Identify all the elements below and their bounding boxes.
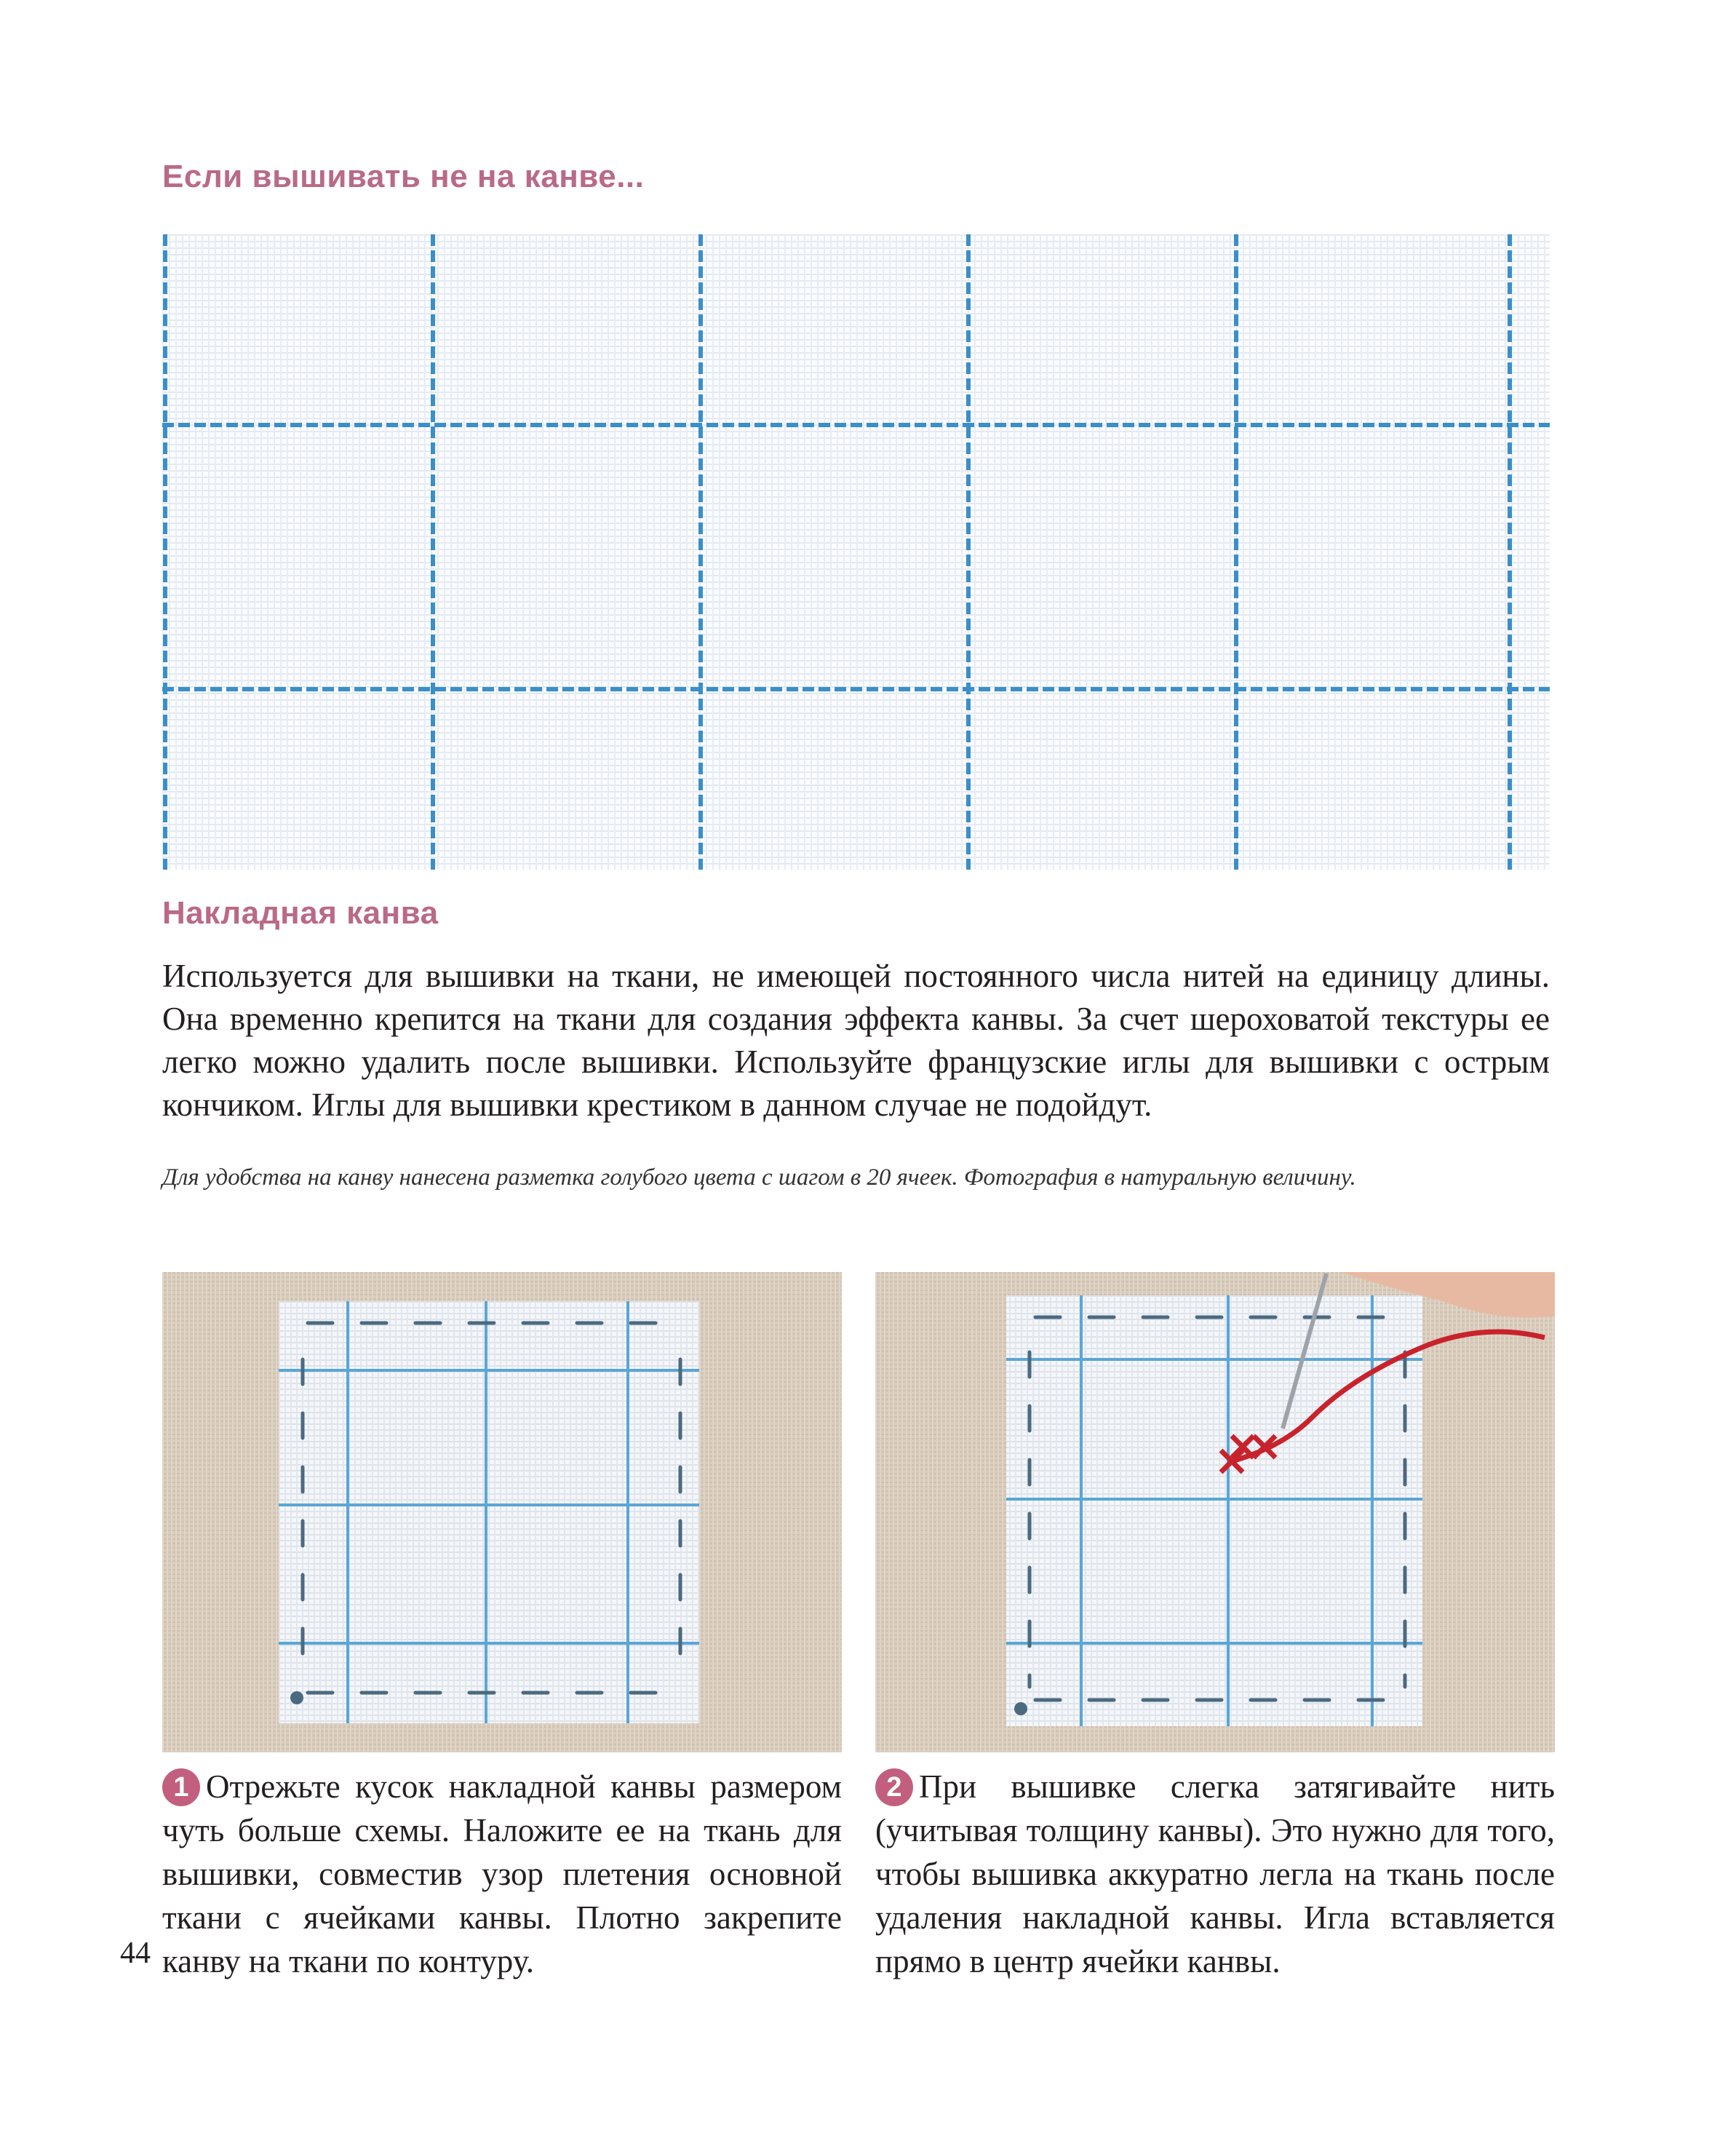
waste-canvas-photo: [162, 234, 1550, 870]
step-2-number-badge: 2: [875, 1768, 913, 1806]
step-1-description: Отрежьте кусок накладной канвы размером чуть больше схемы. Наложите ее на ткань для вышивки, совместив узор плетения основной ткани с ячейками канвы. Плотно закрепите канву на ткани по контуру.: [162, 1768, 842, 1979]
step-1-photo: [162, 1272, 842, 1752]
subsection-heading: Накладная канва: [162, 895, 439, 931]
step-1-illustration: [162, 1272, 842, 1752]
step-2-description: При вышивке слегка затягивайте нить (учитывая толщину канвы). Это нужно для того, чтобы вышивка аккуратно легла на ткань после удаления накладной канвы. Игла вставляется прямо в центр ячейки канвы.: [875, 1768, 1555, 1979]
step-1-text: [162, 1765, 842, 1983]
step-2-photo: [875, 1272, 1555, 1752]
step-1-number-badge: 1: [162, 1768, 200, 1806]
page-number: 44: [120, 1937, 151, 1970]
step-2-illustration: [875, 1272, 1555, 1752]
intro-paragraph: Используется для вышивки на ткани, не имеющей постоянного числа нитей на единицу длины. Она временно крепится на ткани для создания эффекта канвы. За счет шероховатой текстуры ее легко можно удалить после вышивки. Используйте французские иглы для вышивки с острым кончиком. Иглы для вышивки крестиком в данном случае не подойдут.: [162, 958, 1550, 1123]
waste-canvas-illustration: [162, 234, 1550, 870]
photo-caption-note: Для удобства на канву нанесена разметка голубого цвета с шагом в 20 ячеек. Фотография в натуральную величину.: [162, 1164, 1356, 1191]
step-2-text: [875, 1765, 1555, 1983]
section-heading: Если вышивать не на канве...: [162, 159, 645, 194]
